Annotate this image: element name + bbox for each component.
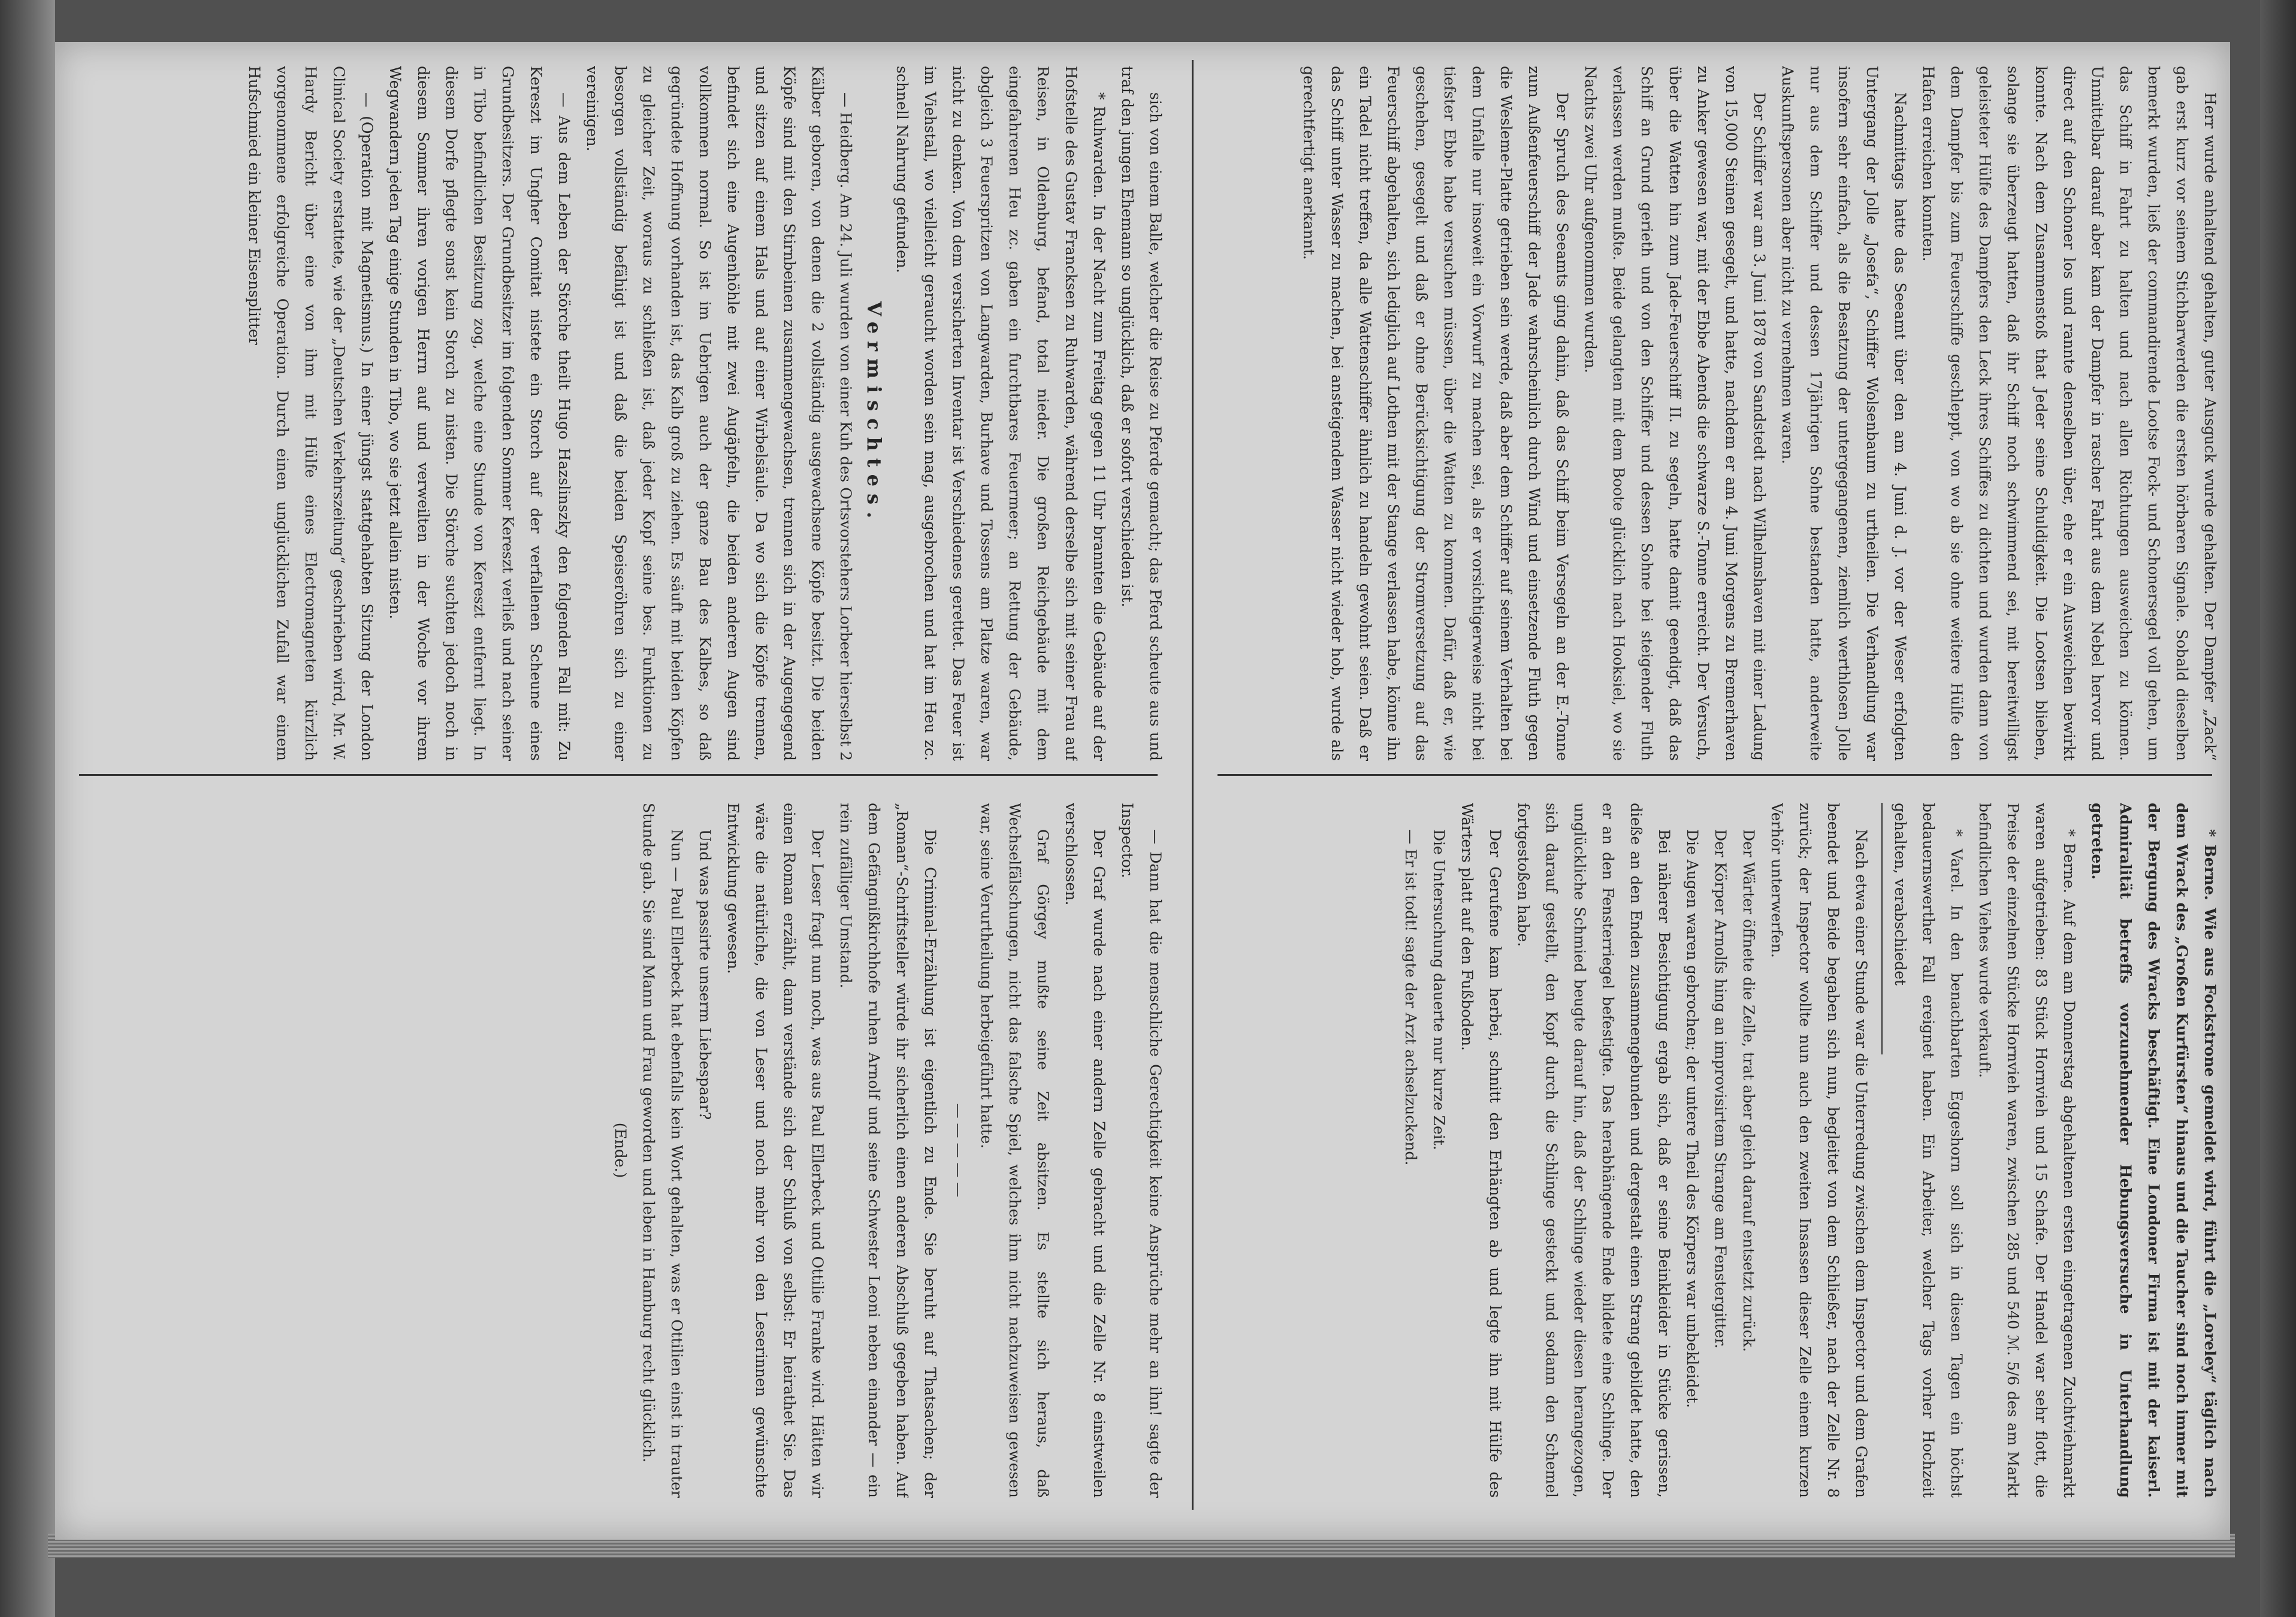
- paragraph: Nachmittags hatte das Seeamt über den am 4. Juni d. J. vor der Weser erfolgten Untergang der Jolle „Josefa“, Schiffer Wolsenbaum zu urtheilen. Die Verhandlung war insofern sehr einfach, als die Besatzung der untergegangenen, ziemlich werthlosen Jolle nur aus dem Schiffer und dessen 17jährigen Sohne bestanden hatte, anderweite Auskunftspersonen aber nicht zu vernehmen waren.: [1779, 66, 1909, 761]
- paragraph: sich von einem Balle, welcher die Reise zu Pferde gemacht; das Pferd scheute aus und traf den jungen Ehemann so unglücklich, daß er sofort verschieden ist.: [1119, 66, 1164, 761]
- column-rule: [79, 774, 1158, 776]
- paragraph: Der Wärter öffnete die Zelle, trat aber gleich darauf entsetzt zurück.: [1740, 829, 1757, 1352]
- section-break: — — — — —: [950, 1103, 967, 1198]
- paragraph: Der Schiffer war am 3. Juni 1878 von Sandstedt nach Wilhelmshaven mit einer Ladung von 15,000 Steinen gesegelt, und hatte, nachdem er am 4. Juni Morgens zu Bremerhaven zu Anker gewesen war, mit der Ebbe Abends die schwarze S.-Tonne erreicht. Der Versuch, über die Watten hin zum Jade-Feuerschiff II. zu segeln, hatte damit geendigt, daß das Schiff an Grund gerieth und von den Schiffer und dessen Sohne bei steigender Fluth verlassen werden mußte. Beide gelangten mit dem Boote glücklich nach Hooksiel, wo sie Nachts zwei Uhr aufgenommen wurden.: [1582, 66, 1768, 761]
- paragraph: * Berne. Auf dem am Donnerstag abgehaltenen ersten eingetragenen Zuchtviehmarkt waren aufgetrieben: 83 Stück Hornvieh und 15 Schafe. Der Handel war sehr flott, die Preise der einzelnen Stücke Hornvieh waren, zwischen 285 und 540 ℳ. 5/6 des am Markt befindlichen Viehes wurde verkauft.: [1976, 803, 2078, 1498]
- paragraph: Der Leser fragt nun noch, was aus Paul Ellerbeck und Ottilie Franke wird. Hätten wir einen Roman erzählt, dann verstände sich der Schluß von selbst: Er heirathet Sie. Das wäre die natürliche, die von Leser und noch mehr von den Leserinnen gewünschte Entwicklung gewesen.: [724, 803, 826, 1498]
- book-edge-right: [2260, 0, 2296, 1617]
- book-spine: [0, 0, 55, 1617]
- paragraph: Und was passirte unserm Liebespaar?: [696, 829, 714, 1120]
- paragraph: — Er ist todt! sagte der Arzt achselzuckend.: [1402, 829, 1419, 1166]
- paragraph: Die Criminal-Erzählung ist eigentlich zu Ende. Sie beruht auf Thatsachen; der „Roman“-Schriftsteller würde ihr sicherlich einen anderen Abschluß gegeben haben. Auf dem Gefängnißkirchhofe ruhen Arnolf und seine Schwester Leoni neben einander — ein rein zufälliger Umstand.: [837, 803, 939, 1498]
- paragraph: Bei näherer Besichtigung ergab sich, daß er seine Beinkleider in Stücke gerissen, dieße an den Enden zusammengebunden und dergestalt einen Strang gebildet hatte, den er an den Fensterriegel befestigte. Das herabhängende Ende bildete eine Schlinge. Der unglückliche Schmied beugte darauf hin, daß der Schlinge wieder diesen herangezogen, sich darauf gestellt, den Kopf durch die Schlinge gesteckt und sodann den Schemel fortgestoßen habe.: [1515, 803, 1673, 1498]
- paragraph: Nach etwa einer Stunde war die Unterredung zwischen dem Inspector und dem Grafen beendet und Beide begaben sich nun, begleitet von dem Schließer, nach der Zelle Nr. 8 zurück; der Inspector wollte nun auch den zweiten Insassen dieser Zelle einem kurzen Verhör unterwerfen.: [1768, 803, 1870, 1498]
- rotated-text-layout: [61, 48, 2224, 1522]
- paragraph: * Ruhwarden. In der Nacht zum Freitag gegen 11 Uhr brannten die Gebäude auf der Hofstelle des Gustav Francksen zu Ruhwarden, während derselbe sich mit seiner Frau auf Reisen, in Oldenburg, befand, total nieder. Die großen Reichgebäude mit dem eingefahrenen Heu zc. gaben ein furchtbares Feuermeer; an Rettung der Gebäude, obgleich 3 Feuerspritzen von Langwarden, Burhave und Tossens am Platze waren, war nicht zu denken. Von dem versicherten Inventar ist Verschiedenes gerettet. Das Feuer ist im Viehstall, wo vielleicht geraucht worden sein mag, ausgebrochen und hat im Heu zc. schnell Nahrung gefunden.: [893, 66, 1108, 761]
- paragraph: Der Gerufene kam herbei, schnitt den Erhängten ab und legte ihn mit Hülfe des Wärters platt auf den Fußboden.: [1458, 803, 1504, 1498]
- paragraph: Der Graf wurde nach einer andern Zelle gebracht und die Zelle Nr. 8 einstweilen verschlossen.: [1062, 803, 1108, 1498]
- paragraph: Nun — Paul Ellerbeck hat ebenfalls kein Wort gehalten, was er Ottilien einst in trauter Stunde gab. Sie sind Mann und Frau geworden und leben in Hamburg recht glücklich.: [640, 803, 685, 1498]
- paragraph: — (Operation mit Magnetismus.) In einer jüngst stattgehabten Sitzung der London Clinical Society erstattete, wie der „Deutschen Verkehrszeitung“ geschrieben wird, Mr. W. Hardy Bericht über eine von ihm mit Hülfe eines Electromagneten kürzlich vorgenommene erfolgreiche Operation. Durch einen unglücklichen Zufall war einem Hufschmied ein kleiner Eisensplitter: [246, 66, 376, 761]
- paragraph: — Aus dem Leben der Störche theilt Hugo Hazslinszky den folgenden Fall mit: Zu Kereszt im Ungher Comitat nistete ein Storch auf der verfallenen Scheune eines Grundbesitzers. Der Grundbesitzer im folgenden Sommer Kereszt verließ und nach seiner in Tibo befindlichen Besitzung zog, welche eine Stunde von Kereszt entfernt liegt. In diesem Dorfe pflegte sonst kein Storch zu nisten. Die Störche suchten jedoch noch in diesem Sommer ihren vorigen Herrn auf und verweilten in der Woche vor ihrem Wegwandern jeden Tag einige Stunden in Tibo, wo sie jetzt allein nisten.: [386, 66, 573, 761]
- column-4: [73, 803, 1170, 1498]
- paragraph: Herr wurde anhaltend gehalten, guter Ausguck wurde gehalten. Der Dampfer „Zack“ gab erst kurz vor seinem Stichbarwerden die ersten hörbaren Signale. Sobald dieselben bemerkt wurden, ließ der commandirende Lootse Fock- und Schonersegel voll gehen, um das Schiff in Fahrt zu halten und nach allen Richtungen ausweichen zu können. Unmittelbar darauf aber kam der Dampfer in rascher Fahrt aus dem Nebel hervor und direct auf den Schoner los und rannte denselben über, ehe er ein Ausweichen bewirkt konnte. Nach dem Zusammenstoß that Jeder seine Schuldigkeit. Die Lootsen blieben, solange sie überzeugt hatten, daß ihr Schiff noch schwimmend sei, mit bereitwilligst geleisteter Hülfe des Dampfers den Leck ihres Schiffes zu dichten und wurden dann von dem Dampfer bis zum Feuerschiffe geschleppt, von wo ab sie ohne weitere Hülfe den Hafen erreichen konnten.: [1920, 66, 2219, 761]
- section-heading: Vermischtes.: [863, 301, 886, 526]
- column-rule: [1218, 774, 2212, 776]
- section-rule: [1881, 803, 1883, 1054]
- paragraph: * Berne. Wie aus Fockstrone gemeldet wird, führt die „Loreley“ täglich nach dem Wrack des „Großen Kurfürsten“ hinaus und die Taucher sind noch immer mit der Bergung des Wracks beschäftigt. Eine Londoner Firma ist mit der kaiserl. Admiralität betreffs vorzunehmender Hebungsversuche in Unterhandlung getreten.: [2089, 803, 2219, 1498]
- paragraph: Graf Görgey mußte seine Zeit absitzen. Es stellte sich heraus, daß Wechselfälschungen, nicht das falsche Spiel, welches ihm nicht nachzuweisen gewesen war, seine Verurtheilung herbeigeführt hatte.: [978, 803, 1052, 1498]
- paragraph: Der Körper Arnolfs hing an improvisirtem Strange am Fenstergitter.: [1712, 829, 1729, 1349]
- column-1: [1212, 66, 2224, 761]
- paragraph: * Varel. In den benachbarten Eggeshorn soll sich in diesen Tagen ein höchst bedauernswerther Fall ereignet haben. Ein Arbeiter, welcher Tags vorher Hochzeit gehalten, verabschiedet: [1892, 803, 1965, 1498]
- end-marker: (Ende.): [612, 1122, 629, 1178]
- column-2: [1212, 803, 2224, 1498]
- horizontal-divider: [1192, 60, 1194, 1510]
- column-3: [73, 66, 1170, 761]
- paragraph: — Dann hat die menschliche Gerechtigkeit keine Ansprüche mehr an ihn! sagte der Inspector.: [1119, 803, 1164, 1498]
- paragraph: Der Spruch des Seeamts ging dahin, daß das Schiff beim Versegeln an der E.-Tonne zum Außenfeuerschiff der Jade wahrscheinlich durch Wind und einsetzende Fluth gegen die Wesleme-Platte getrieben sein werde, daß aber dem Schiffer auf seinem Verhalten bei dem Unfalle nur insoweit ein Vorwurf zu machen sei, als er vorsichtigerweise nicht bei tiefster Ebbe habe versuchen müssen, über die Watten zu kommen. Dafür, daß er, wie geschehen, gesegelt und daß er ohne Berücksichtigung der Stromversetzung auf das Feuerschiff abgehalten, sich lediglich auf Lothen mit der Stange verlassen habe, könne ihn ein Tadel nicht treffen, da alle Wattenschiffer ähnlich zu handeln gewohnt seien. Daß er das Schiff unter Wasser zu machen, bei ansteigendem Wasser nicht wieder hob, wurde als gerechtfertigt anerkannt.: [1300, 66, 1571, 761]
- paragraph: Die Untersuchung dauerte nur kurze Zeit.: [1430, 829, 1448, 1150]
- paragraph: Die Augen waren gebrochen; der untere Theil des Körpers war unbekleidet.: [1684, 829, 1701, 1409]
- paragraph: — Heidberg. Am 24. Juli wurden von einer Kuh des Ortsvorstehers Lorbeer hierselbst 2 Kälber geboren, von denen die 2 vollständig ausgewachsene Köpfe besitzt. Die beiden Köpfe sind mit den Stirnbeinen zusammengewachsen, trennen sich in der Augengegend und sitzen auf einem Hals und auf einer Wirbelsäule. Da wo sich die Köpfe trennen, befindet sich eine Augenhöhle mit zwei Augäpfeln, die beiden anderen Augen sind vollkommen normal. So ist im Uebrigen auch der ganze Bau des Kalbes, so daß gegründete Hoffnung vorhanden ist, das Kalb groß zu ziehen. Es säuft mit beiden Köpfen zu gleicher Zeit, woraus zu schließen ist, daß jeder Kopf seine bes. Funktionen zu besorgen vollständig befähigt ist und daß die beiden Speiseröhren sich zu einer vereinigen.: [584, 66, 854, 761]
